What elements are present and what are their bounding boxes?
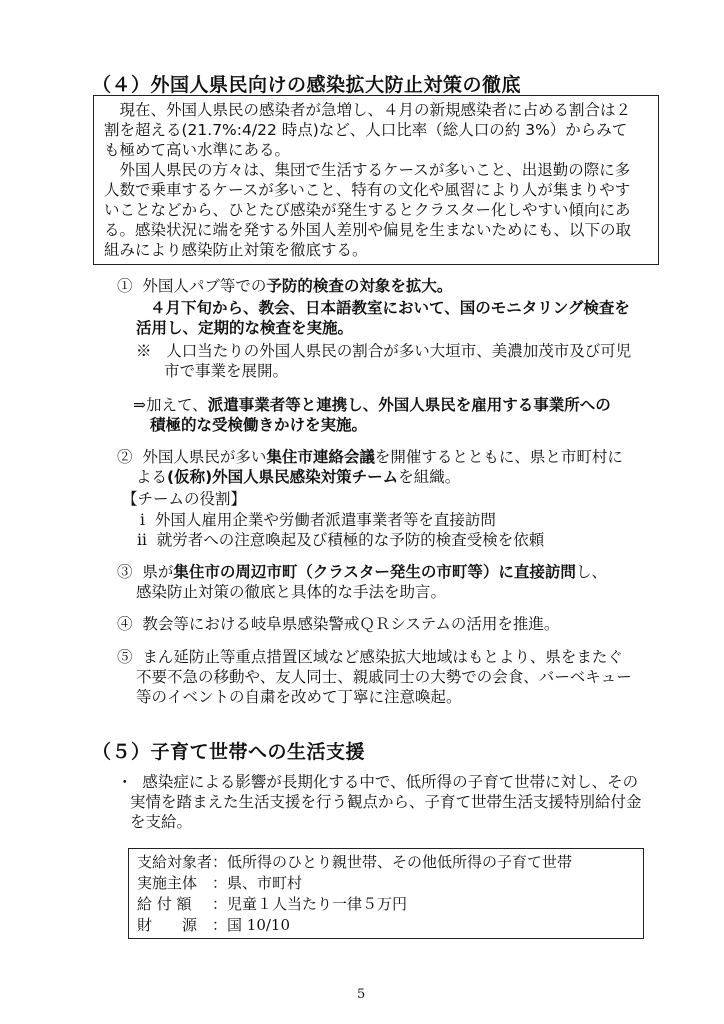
- detail-value: 国 10/10: [227, 916, 291, 934]
- detail-value: 児童１人当たり一律５万円: [227, 895, 408, 913]
- summary-box: [93, 95, 659, 265]
- detail-label: 給 付 額: [137, 895, 192, 913]
- item2-emphasis: 集住市連絡会議: [266, 448, 375, 466]
- section5-line3: を支給。: [130, 813, 193, 831]
- role-item: [137, 530, 544, 550]
- item1-detail: ４月下旬から、教会、日本語教室において、国のモニタリング検査を: [150, 299, 630, 317]
- item-number: ⑤: [117, 648, 133, 666]
- item1-note-cont: 市で事業を展開。: [164, 362, 289, 380]
- detail-value: 低所得のひとり親世帯、その他低所得の子育て世帯: [227, 853, 573, 871]
- item-number: ③: [117, 563, 133, 581]
- bullet-mark: ・: [117, 773, 133, 791]
- item1-emphasis: 予防的検査の対象を拡大。: [266, 277, 453, 295]
- page-number: 5: [357, 987, 366, 1002]
- section5-text: 感染症による影響が長期化する中で、低所得の子育て世帯に対し、その: [142, 773, 639, 791]
- item3-line2: 感染防止対策の徹底と具体的な手法を助言。: [136, 583, 447, 601]
- section5-line2: 実情を踏まえた生活支援を行う観点から、子育て世帯生活支援特別給付金: [130, 793, 642, 811]
- detail-sep: ：: [212, 874, 228, 892]
- detail-value: 県、市町村: [227, 874, 303, 892]
- summary-line: 人数で乗車するケースが多いこと、特有の文化や風習により人が集まりやす: [104, 181, 631, 199]
- summary-line: 組みにより感染防止対策を徹底する。: [104, 241, 368, 259]
- item2-text: を開催するとともに、県と市町村に: [374, 448, 623, 466]
- item5: [117, 647, 623, 667]
- item1-note: [136, 341, 631, 361]
- item3: [117, 562, 607, 582]
- note-mark: ※: [136, 342, 152, 360]
- item2-emphasis: (仮称)外国人県民感染対策チーム: [167, 468, 399, 486]
- item4: [117, 614, 559, 634]
- detail-sep: ：: [212, 853, 228, 871]
- role-mark: ⅱ: [137, 531, 147, 549]
- detail-row: [137, 873, 302, 893]
- item3-text: し、: [575, 563, 607, 581]
- role-text: 外国人雇用企業や労働者派遣事業者等を直接訪問: [154, 511, 496, 529]
- summary-line: いことなどから、ひとたび感染が発生するとクラスター化しやすい傾向にあ: [104, 201, 631, 219]
- item1-addition: [133, 395, 611, 415]
- item5-line2: 不要不急の移動や、友人同士、親戚同士の大勢での会食、バーベキュー: [136, 668, 632, 686]
- item2-text: を組織。: [398, 468, 461, 486]
- item1-detail: 活用し、定期的な検査を実施。: [136, 319, 354, 337]
- summary-line: も極めて高い水準にある。: [104, 141, 291, 159]
- summary-line: る。感染状況に端を発する外国人差別や偏見を生まないためにも、以下の取: [104, 221, 632, 239]
- addition-lead: ⇒加えて、: [133, 396, 208, 414]
- summary-line: 現在、外国人県民の感染者が急増し、４月の新規感染者に占める割合は２: [104, 101, 632, 119]
- note-text: 人口当たりの外国人県民の割合が多い大垣市、美濃加茂市及び可児: [166, 342, 632, 360]
- section4-heading: （４）外国人県民向けの感染拡大防止対策の徹底: [92, 74, 522, 96]
- item1-addition-cont: 積極的な受検働きかけを実施。: [150, 416, 368, 434]
- summary-line: 割を超える(21.7%:4/22 時点)など、人口比率（総人口の約 3%）からみて: [104, 121, 628, 139]
- item1: [117, 276, 452, 296]
- summary-line: 外国人県民の方々は、集団で生活するケースが多いこと、出退勤の際に多: [104, 161, 631, 179]
- section5-heading: （５）子育て世帯への生活支援: [92, 741, 366, 763]
- item1-text: 外国人パブ等での: [142, 277, 267, 295]
- item5-text: まん延防止等重点措置区域など感染拡大地域はもとより、県をまたぐ: [142, 648, 623, 666]
- section5-bullet-line: [117, 772, 638, 792]
- role-mark: ⅰ: [140, 511, 145, 529]
- detail-sep: ：: [212, 895, 228, 913]
- item4-text: 教会等における岐阜県感染警戒ＱＲシステムの活用を推進。: [142, 615, 560, 633]
- item-number: ②: [117, 448, 133, 466]
- item3-text: 県が: [142, 563, 174, 581]
- item3-emphasis: 集住市の周辺市町（クラスター発生の市町等）に直接訪問: [173, 563, 576, 581]
- item2-text: よる: [136, 468, 168, 486]
- detail-sep: ：: [212, 916, 228, 934]
- detail-row: [137, 915, 290, 935]
- benefit-details-box: [128, 848, 644, 939]
- detail-label: 支給対象者: [137, 853, 213, 871]
- role-title: 【チームの役割】: [122, 490, 247, 508]
- role-item: [140, 510, 496, 530]
- item-number: ④: [117, 615, 133, 633]
- item-number: ①: [117, 277, 133, 295]
- addition-emphasis: 派遣事業者等と連携し、外国人県民を雇用する事業所への: [207, 396, 611, 414]
- detail-row: [137, 852, 572, 872]
- item2: [117, 447, 623, 467]
- detail-label: 実施主体: [137, 874, 198, 892]
- role-text: 就労者への注意喚起及び積極的な予防的検査受検を依頼: [156, 531, 545, 549]
- item2-text: 外国人県民が多い: [142, 448, 267, 466]
- item2-line2: [136, 467, 460, 487]
- detail-label: 財 源: [137, 916, 198, 934]
- detail-row: [137, 894, 407, 914]
- item5-line3: 等のイベントの自粛を改めて丁寧に注意喚起。: [136, 688, 462, 706]
